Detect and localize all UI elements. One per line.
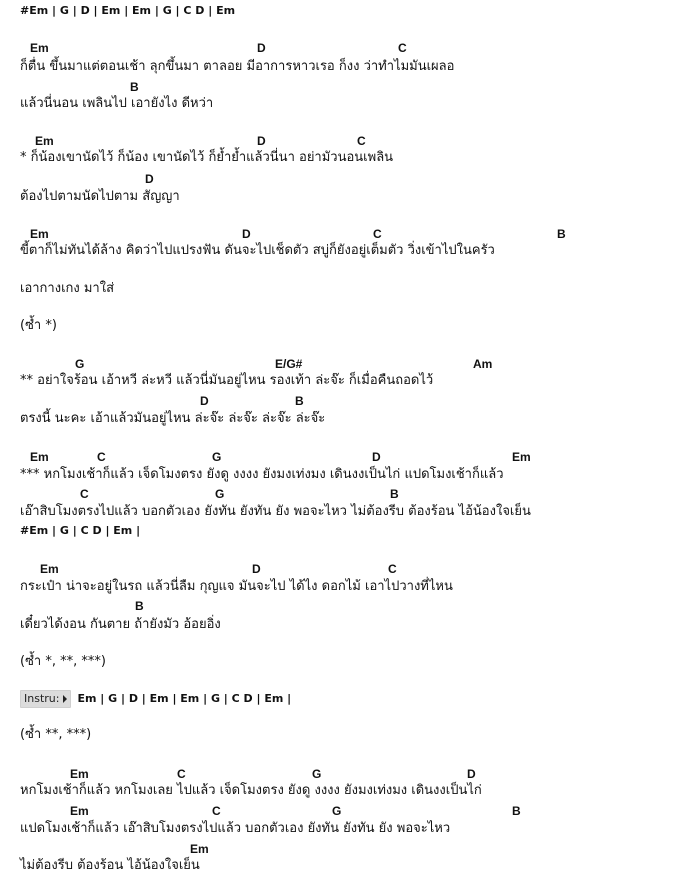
lyric-line: *** หกโมงเช้าก็แล้ว เจ็ดโมงตรง ยังดู งงงง ยังมงเท่งมง เดินงงเป็นไก่ แปดโมงเช้าก็แล้ว	[20, 467, 504, 482]
lyric-line: หกโมงเช้าก็แล้ว หกโมงเลย ไปแล้ว เจ็ดโมงตรง ยังดู งงงง ยังมงเท่งมง เดินงงเป็นไก่	[20, 783, 482, 798]
chord-g[interactable]: G	[212, 450, 222, 464]
chord-e-g-[interactable]: E/G#	[275, 357, 303, 371]
chord-g[interactable]: G	[215, 487, 225, 501]
chord-line	[0, 394, 680, 408]
chord-c[interactable]: C	[357, 134, 366, 148]
chord-em[interactable]: Em	[40, 562, 59, 576]
chord-em[interactable]: Em	[70, 804, 89, 818]
chord-em[interactable]: Em	[30, 227, 49, 241]
chord-line	[0, 227, 680, 241]
chord-c[interactable]: C	[373, 227, 382, 241]
chord-line	[0, 172, 680, 186]
chord-d[interactable]: D	[372, 450, 381, 464]
chord-b[interactable]: B	[295, 394, 304, 408]
instru-chord-sequence: Em | G | D | Em | Em | G | C D | Em |	[77, 692, 292, 705]
chord-am[interactable]: Am	[473, 357, 493, 371]
lyric-line: ต้องไปตามนัดไปตาม สัญญา	[20, 189, 180, 204]
instru-label: Instru:	[24, 692, 60, 705]
chord-c[interactable]: C	[177, 767, 186, 781]
chord-d[interactable]: D	[252, 562, 261, 576]
lyric-line: * ก็น้องเขานัดไว้ ก็น้อง เขานัดไว้ ก็ย้ำย้ำแล้วนี่นา อย่ามัวนอนเพลิน	[20, 150, 394, 165]
lyric-line: แล้วนี่นอน เพลินไป เอายังไง ดีหว่า	[20, 96, 214, 111]
chord-line	[0, 134, 680, 148]
chord-line	[0, 767, 680, 781]
chord-em[interactable]: Em	[30, 450, 49, 464]
lyric-line: (ซ้ำ **, ***)	[20, 727, 92, 742]
chord-em[interactable]: Em	[30, 41, 49, 55]
chord-g[interactable]: G	[332, 804, 342, 818]
lyric-line: เอากางเกง มาใส่	[20, 281, 115, 296]
chord-c[interactable]: C	[398, 41, 407, 55]
lyric-line: แปดโมงเช้าก็แล้ว เอ๊าสิบโมงตรงไปแล้ว บอกตัวเอง ยังทัน ยังทัน ยัง พอจะไหว	[20, 821, 451, 836]
lyric-line: ขี้ตาก็ไม่ทันได้ล้าง คิดว่าไปแปรงฟัน ดันจะไปเช็ดตัว สบู่ก็ยังอยู่เต็มตัว วิ่งเข้าไปในครัว	[20, 243, 495, 258]
chord-line	[0, 487, 680, 501]
chord-em[interactable]: Em	[190, 842, 209, 856]
chord-line	[0, 562, 680, 576]
chord-c[interactable]: C	[97, 450, 106, 464]
lyric-line: ไม่ต้องรีบ ต้องร้อน ไอ้น้องใจเย็น	[20, 858, 200, 873]
chord-d[interactable]: D	[467, 767, 476, 781]
lyric-line: (ซ้ำ *, **, ***)	[20, 654, 106, 669]
chord-g[interactable]: G	[75, 357, 85, 371]
chord-b[interactable]: B	[135, 599, 144, 613]
chord-line	[0, 41, 680, 55]
play-triangle-icon	[63, 695, 67, 703]
chord-em[interactable]: Em	[35, 134, 54, 148]
chord-line	[0, 842, 680, 856]
lyric-line: ก็ตื่น ขึ้นมาแต่ตอนเช้า ลุกขึ้นมา ตาลอย มีอาการหาวเรอ ก็งง ว่าทำไมมันเผลอ	[20, 59, 455, 74]
chord-em[interactable]: Em	[512, 450, 531, 464]
chord-d[interactable]: D	[145, 172, 154, 186]
intro-chord-sequence: #Em | G | D | Em | Em | G | C D | Em	[20, 4, 236, 17]
chord-c[interactable]: C	[212, 804, 221, 818]
chord-b[interactable]: B	[130, 80, 139, 94]
chord-d[interactable]: D	[257, 41, 266, 55]
interlude-chord-sequence: #Em | G | C D | Em |	[20, 524, 141, 537]
chord-b[interactable]: B	[512, 804, 521, 818]
chord-d[interactable]: D	[242, 227, 251, 241]
chord-d[interactable]: D	[200, 394, 209, 408]
lyric-line: ** อย่าใจร้อน เอ้าหวี ล่ะหวี แล้วนี่มันอยู่ไหน รองเท้า ล่ะจ๊ะ ก็เมื่อคืนถอดไว้	[20, 373, 434, 388]
lyric-line: กระเป๋า น่าจะอยู่ในรถ แล้วนี่ลืม กุญแจ มันจะไป ได้ไง ดอกไม้ เอาไปวางที่ไหน	[20, 579, 453, 594]
lyric-line: ตรงนี้ นะคะ เอ้าแล้วมันอยู่ไหน ล่ะจ๊ะ ล่ะจ๊ะ ล่ะจ๊ะ ล่ะจ๊ะ	[20, 411, 326, 426]
lyric-line: เอ๊าสิบโมงตรงไปแล้ว บอกตัวเอง ยังทัน ยังทัน ยัง พอจะไหว ไม่ต้องรีบ ต้องร้อน ไอ้น้องใจเย็น	[20, 504, 531, 519]
chord-line	[0, 80, 680, 94]
lyric-line: เดี๋ยวได้งอน กันตาย ถ้ายังมัว อ้อยอิ่ง	[20, 617, 221, 632]
chord-b[interactable]: B	[557, 227, 566, 241]
chord-line	[0, 357, 680, 371]
chord-line	[0, 450, 680, 464]
chord-line	[0, 599, 680, 613]
instru-toggle-button[interactable]	[20, 690, 71, 708]
chord-g[interactable]: G	[312, 767, 322, 781]
chord-em[interactable]: Em	[70, 767, 89, 781]
chord-c[interactable]: C	[388, 562, 397, 576]
chord-d[interactable]: D	[257, 134, 266, 148]
chord-b[interactable]: B	[390, 487, 399, 501]
chord-c[interactable]: C	[80, 487, 89, 501]
lyric-line: (ซ้ำ *)	[20, 318, 57, 333]
instrumental-section	[20, 690, 291, 708]
chord-line	[0, 804, 680, 818]
